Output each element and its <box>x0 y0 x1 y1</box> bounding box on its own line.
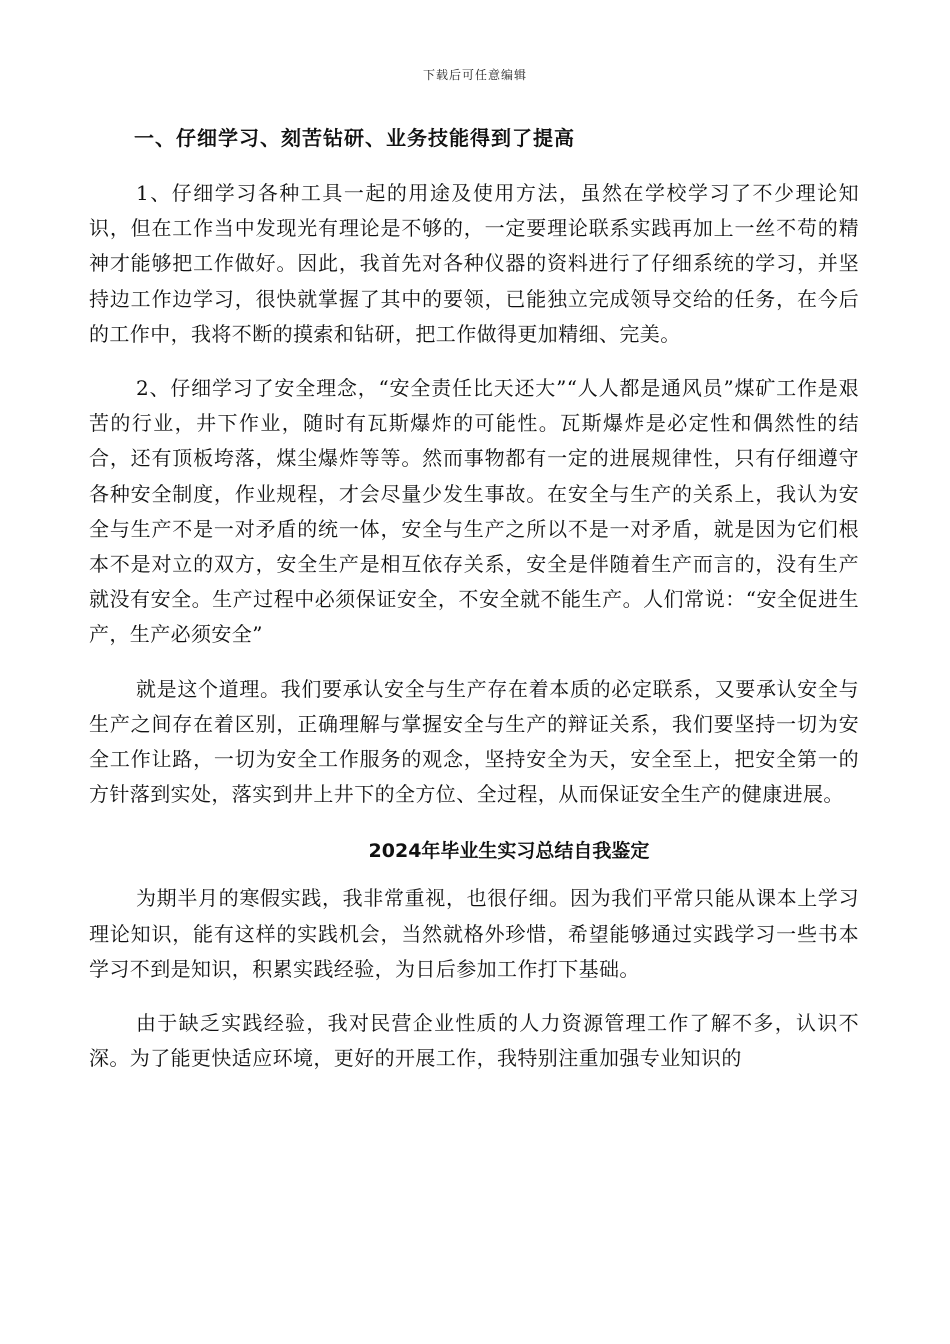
page-header-note: 下载后可任意编辑 <box>422 68 527 82</box>
paragraph-safety-production: 就是这个道理。我们要承认安全与生产存在着本质的必定联系，又要承认安全与生产之间存在着区别，正确理解与掌握安全与生产的辩证关系，我们要坚持一切为安全工作让路，一切为安全工作服务的观念，坚持安全为天，安全至上，把安全第一的方针落到实处，落实到井上井下的全方位、全过程，从而保证安全生产的健康进展。 <box>89 676 859 807</box>
paragraph-hr-management: 由于缺乏实践经验，我对民营企业性质的人力资源管理工作了解不多，认识不深。为了能更快适应环境，更好的开展工作，我特别注重加强专业知识的 <box>89 1011 859 1071</box>
document-body <box>89 118 859 1095</box>
paragraph-safety-concept: 2、仔细学习了安全理念，“安全责任比天还大”“人人都是通风员”煤矿工作是艰苦的行业，井下作业，随时有瓦斯爆炸的可能性。瓦斯爆炸是必定性和偶然性的结合，还有顶板垮落，煤尘爆炸等等。然而事物都有一定的进展规律性，只有仔细遵守各种安全制度，作业规程，才会尽量少发生事故。在安全与生产的关系上，我认为安全与生产不是一对矛盾的统一体，安全与生产之所以不是一对矛盾，就是因为它们根本不是对立的双方，安全生产是相互依存关系，安全是伴随着生产而言的，没有生产就没有安全。生产过程中必须保证安全，不安全就不能生产。人们常说：“安全促进生产，生产必须安全” <box>89 376 859 647</box>
section-heading: 一、仔细学习、刻苦钻研、业务技能得到了提高 <box>134 126 575 150</box>
paragraph-tools-study: 1、仔细学习各种工具一起的用途及使用方法，虽然在学校学习了不少理论知识，但在工作当中发现光有理论是不够的，一定要理论联系实践再加上一丝不苟的精神才能够把工作做好。因此，我首先对各种仪器的资料进行了仔细系统的学习，并坚持边工作边学习，很快就掌握了其中的要领，已能独立完成领导交给的任务，在今后的工作中，我将不断的摸索和钻研，把工作做得更加精细、完美。 <box>89 181 859 346</box>
paragraph-winter-practice: 为期半月的寒假实践，我非常重视，也很仔细。因为我们平常只能从课本上学习理论知识，能有这样的实践机会，当然就格外珍惜，希望能够通过实践学习一些书本学习不到是知识，积累实践经验，为日后参加工作打下基础。 <box>89 886 859 981</box>
document-title: 2024年毕业生实习总结自我鉴定 <box>368 840 650 863</box>
